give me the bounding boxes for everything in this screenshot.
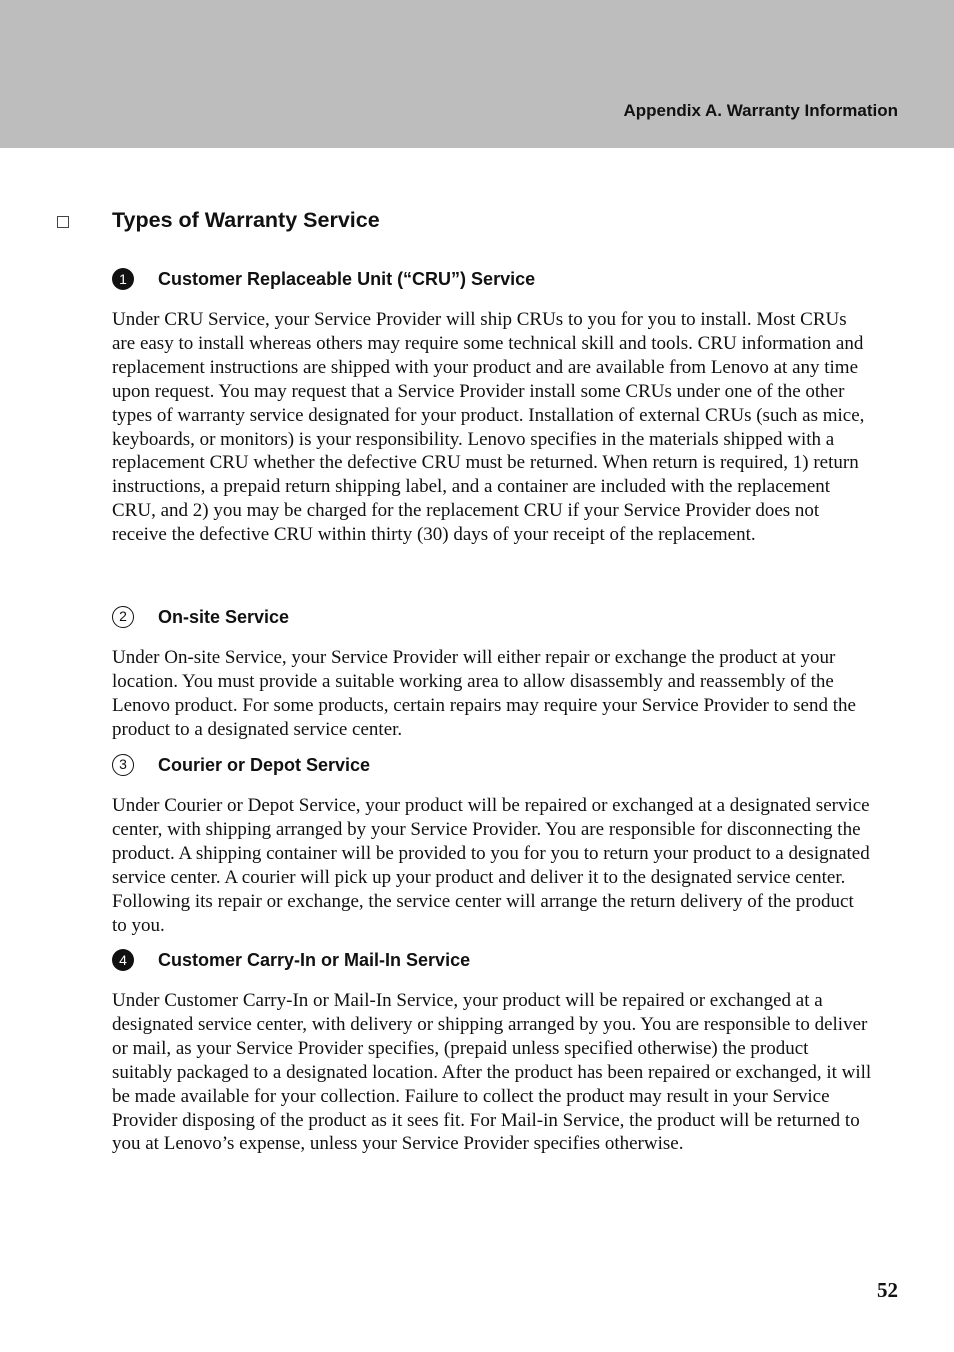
subsection-heading xyxy=(112,606,872,630)
subsection-title: Customer Carry-In or Mail-In Service xyxy=(158,950,471,970)
header-band xyxy=(0,0,954,148)
subsection-title: On-site Service xyxy=(158,607,290,627)
subsection-carry-in-mail-in xyxy=(112,949,872,1156)
subsection-on-site xyxy=(112,606,872,742)
number-1-icon: 1 xyxy=(112,268,134,290)
subsection-title: Courier or Depot Service xyxy=(158,755,371,775)
section-title: Types of Warranty Service xyxy=(112,208,380,232)
number-4-icon: 4 xyxy=(112,949,134,971)
running-header-title: Appendix A. Warranty Information xyxy=(623,101,898,120)
page-number: 52 xyxy=(877,1278,898,1302)
subsection-heading xyxy=(112,268,872,292)
subsection-body: Under CRU Service, your Service Provider will ship CRUs to you for you to install. Most CRUs are easy to install whereas others may require some technical skill and tools. CRU information and replacement instructions are shipped with your product and are available from Lenovo at any time upon request. You may request that a Service Provider install some CRUs under one of the other types of warranty service designated for your product. Installation of external CRUs (such as mice, keyboards, or monitors) is your responsibility. Lenovo specifies in the materials shipped with a replacement CRU whether the defective CRU must be returned. When return is required, 1) return instructions, a prepaid return shipping label, and a container are included with the replacement CRU, and 2) you may be charged for the replacement CRU if your Service Provider does not receive the defective CRU within thirty (30) days of your receipt of the replacement. xyxy=(112,309,865,546)
number-2-icon: 2 xyxy=(112,606,134,628)
subsection-body: Under On-site Service, your Service Provider will either repair or exchange the product at your location. You must provide a suitable working area to allow disassembly and reassembly of the Lenovo product. For some products, certain repairs may require your Service Provider to send the product to a designated service center. xyxy=(112,647,856,740)
subsection-body: Under Courier or Depot Service, your product will be repaired or exchanged at a designated service center, with shipping arranged by your Service Provider. You are responsible for disconnecting the product. A shipping container will be provided to you for you to return your product to a designated service center. A courier will pick up your product and deliver it to the designated service center. Following its repair or exchange, the service center will arrange the return delivery of the product to you. xyxy=(112,795,870,936)
subsection-courier-depot xyxy=(112,754,872,937)
square-bullet-icon xyxy=(57,216,69,228)
subsection-body: Under Customer Carry-In or Mail-In Service, your product will be repaired or exchanged at a designated service center, with delivery or shipping arranged by you. You are responsible to deliver or mail, as your Service Provider specifies, (prepaid unless specified otherwise) the product suitably packaged to a designated location. After the product has been repaired or exchanged, it will be made available for your collection. Failure to collect the product may result in your Service Provider disposing of the product as it sees fit. For Mail-in Service, the product will be returned to you at Lenovo’s expense, unless your Service Provider specifies otherwise. xyxy=(112,990,872,1155)
number-3-icon: 3 xyxy=(112,754,134,776)
subsection-heading xyxy=(112,949,872,973)
subsection-title: Customer Replaceable Unit (“CRU”) Service xyxy=(158,269,536,289)
subsection-heading xyxy=(112,754,872,778)
subsection-cru xyxy=(112,268,872,547)
